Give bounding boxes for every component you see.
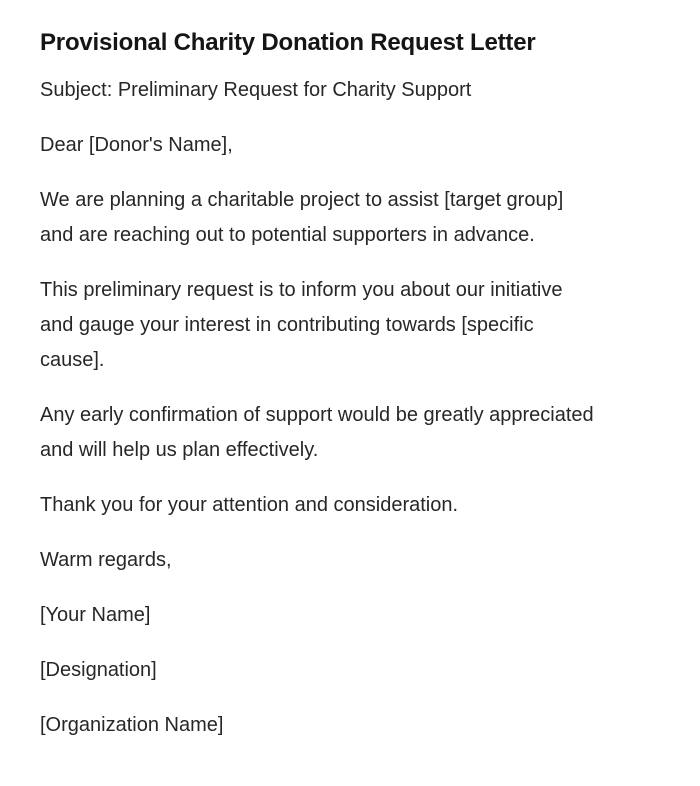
paragraph-line: [Organization Name] bbox=[40, 714, 224, 736]
letter-paragraph bbox=[40, 708, 660, 743]
letter-paragraph bbox=[40, 128, 660, 163]
paragraph-line: Warm regards, bbox=[40, 549, 172, 571]
letter-paragraph bbox=[40, 273, 660, 378]
paragraph-line: [Designation] bbox=[40, 659, 157, 681]
paragraph-line: Dear [Donor's Name], bbox=[40, 134, 233, 156]
subject-line: Subject: Preliminary Request for Charity Support bbox=[40, 79, 472, 101]
paragraph-line: cause]. bbox=[40, 349, 105, 371]
paragraph-line: We are planning a charitable project to assist [target group] bbox=[40, 189, 564, 211]
letter-body bbox=[40, 128, 660, 743]
paragraph-line: This preliminary request is to inform you about our initiative bbox=[40, 279, 563, 301]
paragraph-line: [Your Name] bbox=[40, 604, 151, 626]
paragraph-line: Thank you for your attention and consideration. bbox=[40, 494, 459, 516]
letter-paragraph bbox=[40, 543, 660, 578]
paragraph-line: Any early confirmation of support would be greatly appreciated bbox=[40, 404, 594, 426]
paragraph-line: and will help us plan effectively. bbox=[40, 439, 319, 461]
letter-paragraph bbox=[40, 398, 660, 468]
paragraph-line: and gauge your interest in contributing towards [specific bbox=[40, 314, 534, 336]
document-title: Provisional Charity Donation Request Letter bbox=[40, 29, 536, 56]
paragraph-line: and are reaching out to potential supporters in advance. bbox=[40, 224, 535, 246]
letter-paragraph bbox=[40, 653, 660, 688]
letter-paragraph bbox=[40, 488, 660, 523]
letter-paragraph bbox=[40, 183, 660, 253]
letter-paragraph bbox=[40, 598, 660, 633]
